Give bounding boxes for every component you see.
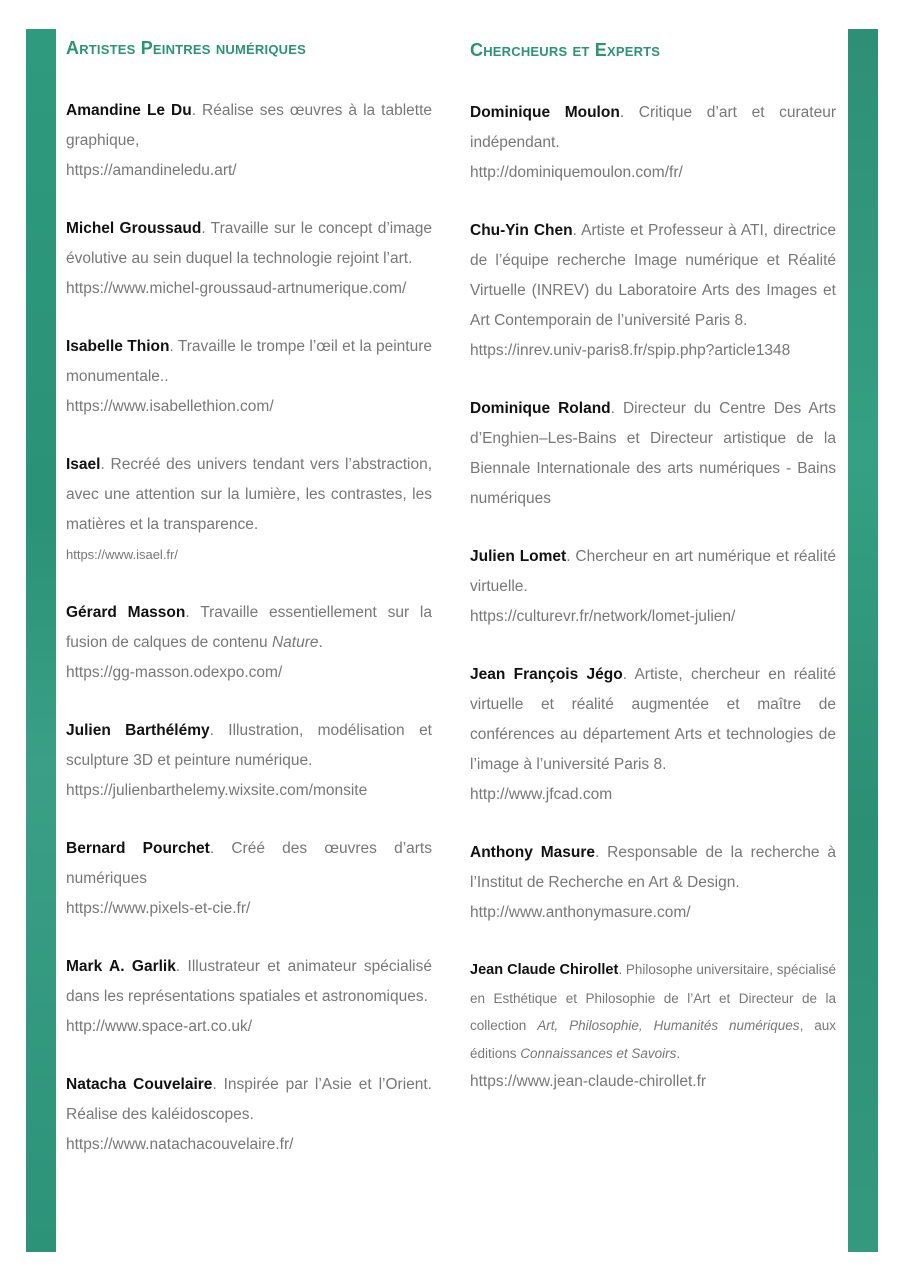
right-decorative-strip <box>848 29 878 1252</box>
entry-name: Gérard Masson <box>66 604 186 621</box>
entry-desc: . Travaille le trompe l’œil et la peinture monumentale.. <box>66 338 432 385</box>
entry-name: Isael <box>66 456 101 473</box>
entry-desc-end: . <box>318 634 323 651</box>
entry-desc-italic: Nature <box>271 634 319 651</box>
entry-michel-groussaud <box>66 214 432 304</box>
entry-desc: . Illustration, modélisation et sculpture 3D et peinture numérique. <box>66 722 432 769</box>
entry-link[interactable]: https://gg-masson.odexpo.com/ <box>66 664 283 681</box>
researchers-heading: Chercheurs et Experts <box>470 40 661 60</box>
entry-mark-garlik <box>66 952 432 1042</box>
entry-name: Dominique Roland <box>470 400 611 417</box>
entry-link[interactable]: https://www.natachacouvelaire.fr/ <box>66 1136 294 1153</box>
entry-chu-yin-chen <box>470 216 836 366</box>
entry-link[interactable]: http://www.space-art.co.uk/ <box>66 1018 253 1035</box>
entry-name: Mark A. Garlik <box>66 958 176 975</box>
entry-julien-barthelemy <box>66 716 432 806</box>
entry-desc-italic: Art, Philosophie, Humanités numériques <box>537 1018 800 1033</box>
artists-column <box>66 30 432 1160</box>
entry-desc: . Inspirée par l’Asie et l’Orient. Réalise des kaléidoscopes. <box>66 1076 432 1123</box>
entry-bernard-pourchet <box>66 834 432 924</box>
entry-name: Julien Lomet <box>470 548 567 565</box>
entry-dominique-moulon <box>470 98 836 188</box>
entry-desc: . Travaille sur le concept d’image évolutive au sein duquel la technologie rejoint l’art. <box>66 220 432 267</box>
entry-link[interactable]: https://inrev.univ-paris8.fr/spip.php?article1348 <box>470 342 791 359</box>
entry-desc: . Artiste et Professeur à ATI, directrice de l’équipe recherche Image numérique et Réalité Virtuelle (INREV) du Laboratoire Arts des Images et Art Contemporain de l’université Paris 8. <box>470 222 836 329</box>
entry-jean-claude-chirollet <box>470 956 836 1097</box>
entry-link[interactable]: https://amandineledu.art/ <box>66 162 237 179</box>
entry-desc: , aux éditions <box>470 1018 836 1061</box>
entry-isael <box>66 450 432 570</box>
entry-link[interactable]: https://www.pixels-et-cie.fr/ <box>66 900 251 917</box>
entry-jean-francois-jego <box>470 660 836 810</box>
entry-desc: . Responsable de la recherche à l’Institut de Recherche en Art & Design. <box>470 844 836 891</box>
entry-isabelle-thion <box>66 332 432 422</box>
entry-amandine-le-du <box>66 96 432 186</box>
entry-desc: . Chercheur en art numérique et réalité virtuelle. <box>470 548 836 595</box>
entry-link[interactable]: https://julienbarthelemy.wixsite.com/monsite <box>66 782 368 799</box>
entry-name: Jean Claude Chirollet <box>470 962 619 978</box>
entry-link[interactable]: https://www.isabellethion.com/ <box>66 398 274 415</box>
entry-gerard-masson <box>66 598 432 688</box>
entry-anthony-masure <box>470 838 836 928</box>
entry-link[interactable]: http://www.anthonymasure.com/ <box>470 904 691 921</box>
artists-heading: Artistes Peintres numériques <box>66 38 306 58</box>
entry-name: Isabelle Thion <box>66 338 170 355</box>
entry-desc: . Illustrateur et animateur spécialisé dans les représentations spatiales et astronomiques. <box>66 958 432 1005</box>
entry-desc: . Philosophe universitaire, spécialisé en Esthétique et Philosophie de l’Art et Directeur de la collection <box>470 962 836 1033</box>
entry-link[interactable]: http://dominiquemoulon.com/fr/ <box>470 164 683 181</box>
entry-name: Amandine Le Du <box>66 102 192 119</box>
entry-desc: . Créé des œuvres d’arts numériques <box>66 840 432 887</box>
left-decorative-strip <box>26 29 56 1252</box>
researchers-column <box>470 30 836 1097</box>
entry-link[interactable]: http://www.jfcad.com <box>470 786 613 803</box>
entry-julien-lomet <box>470 542 836 632</box>
entry-desc: . <box>676 1045 681 1061</box>
entry-link[interactable]: https://www.jean-claude-chirollet.fr <box>470 1073 707 1090</box>
entry-natacha-couvelaire <box>66 1070 432 1160</box>
entry-name: Julien Barthélémy <box>66 722 210 739</box>
entry-name: Anthony Masure <box>470 844 595 861</box>
entry-link[interactable]: https://culturevr.fr/network/lomet-julien/ <box>470 608 736 625</box>
entry-name: Michel Groussaud <box>66 220 202 237</box>
entry-desc: . Recréé des univers tendant vers l’abstraction, avec une attention sur la lumière, les contrastes, les matières et la transparence. <box>66 456 432 533</box>
entry-name: Chu-Yin Chen <box>470 222 573 239</box>
entry-desc: . Réalise ses œuvres à la tablette graphique, <box>66 102 432 149</box>
entry-name: Bernard Pourchet <box>66 840 210 857</box>
entry-name: Natacha Couvelaire <box>66 1076 213 1093</box>
entry-desc: . Critique d’art et curateur indépendant. <box>470 104 836 151</box>
entry-link[interactable]: https://www.michel-groussaud-artnumerique.com/ <box>66 280 407 297</box>
entry-dominique-roland <box>470 394 836 514</box>
entry-link[interactable]: https://www.isael.fr/ <box>66 547 178 562</box>
entry-desc: . Directeur du Centre Des Arts d’Enghien–Les-Bains et Directeur artistique de la Biennale Internationale des arts numériques - Bains numériques <box>470 400 836 507</box>
entry-desc-italic: Connaissances et Savoirs <box>520 1045 677 1061</box>
entry-desc: . Artiste, chercheur en réalité virtuelle et réalité augmentée et maître de conférences au département Arts et technologies de l’image à l’université Paris 8. <box>470 666 836 773</box>
entry-name: Dominique Moulon <box>470 104 620 121</box>
entry-name: Jean François Jégo <box>470 666 623 683</box>
entry-desc: . Travaille essentiellement sur la fusion de calques de contenu <box>66 604 432 651</box>
